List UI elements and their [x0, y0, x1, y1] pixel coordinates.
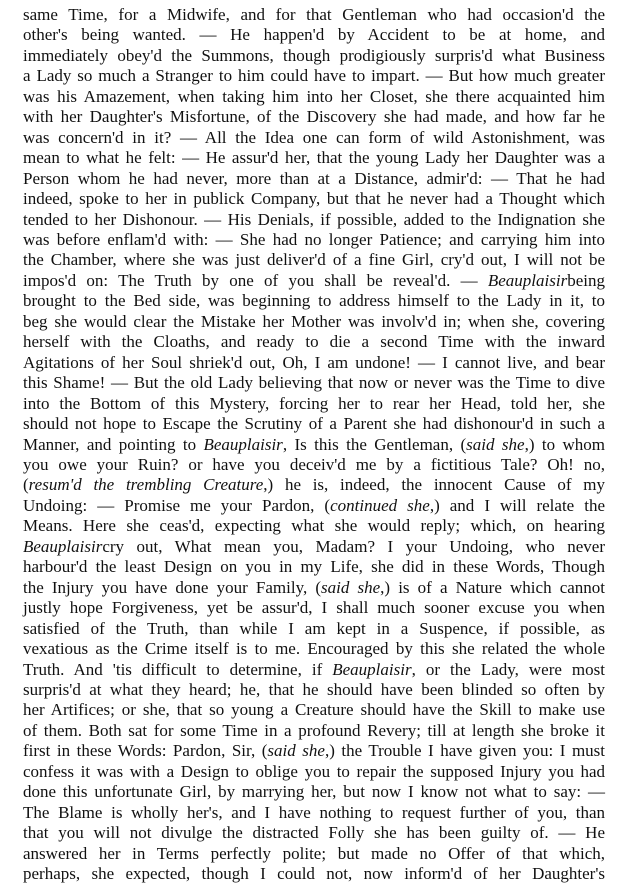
text-line: [23, 107, 605, 127]
text-line: [23, 864, 605, 884]
text-line: [23, 414, 605, 434]
text-run: justly hope Forgiveness, yet be assur'd, I shall much sooner excuse you when: [23, 598, 605, 618]
text-run: answered her in Terms perfectly polite; but made no Offer of that which,: [23, 843, 605, 863]
text-line: [23, 496, 605, 516]
text-line: [23, 5, 605, 25]
document-page: [23, 5, 605, 884]
text-run: Undoing: — Promise me your Pardon, (: [23, 495, 331, 515]
text-line: [23, 578, 605, 598]
text-line: [23, 312, 605, 332]
text-run: Person whom he had never, more than at a Distance, admir'd: — That he had: [23, 168, 605, 188]
text-run: with her Daughter's Misfortune, of the Discovery she had made, and how far he: [23, 107, 605, 127]
text-run: cry out, What mean you, Madam? I your Undoing, who never: [102, 536, 605, 556]
italic-text: Beauplaisir: [203, 434, 283, 454]
text-run: the Chamber, where she was just deliver'd of a fine Girl, cry'd out, I will not be: [23, 250, 605, 270]
text-line: [23, 700, 605, 720]
text-line: [23, 680, 605, 700]
text-line: [23, 435, 605, 455]
text-run: beg she would clear the Mistake her Mother was involv'd in; when she, covering: [23, 311, 605, 331]
text-run: ,) is of a Nature which cannot: [380, 577, 606, 597]
text-run: same Time, for a Midwife, and for that Gentleman who had occasion'd the: [23, 5, 605, 24]
text-run: The Blame is wholly her's, and I have nothing to request further of you, than: [23, 802, 605, 822]
text-run: perhaps, she expected, though I could not, now inform'd of her Daughter's: [23, 864, 605, 884]
text-run: herself with the Cloaths, and ready to die a second Time with the inward: [23, 332, 605, 352]
text-line: [23, 66, 605, 86]
text-run: tended to her Dishonour. — His Denials, if possible, added to the Indignation she: [23, 209, 605, 229]
text-run: done this unfortunate Girl, by marrying her, but now I know not what to say: —: [23, 782, 605, 802]
text-run: you owe your Ruin? or have you deceiv'd me by a fictitious Tale? Oh! no,: [23, 454, 605, 474]
text-run: being: [567, 270, 605, 290]
text-run: was his Amazement, when taking him into her Closet, she there acquainted him: [23, 86, 605, 106]
text-line: [23, 782, 605, 802]
text-line: [23, 537, 605, 557]
text-run: this Shame! — But the old Lady believing that now or never was the Time to dive: [23, 373, 605, 393]
italic-text: continued she: [330, 495, 430, 515]
text-run: a Lady so much a Stranger to him could have to impart. — But how much greater: [23, 66, 605, 86]
text-run: other's being wanted. — He happen'd by Accident to be at home, and: [23, 25, 605, 45]
text-run: harbour'd the least Design on you in my Life, she did in these Words, Though: [23, 557, 605, 577]
text-line: [23, 762, 605, 782]
text-line: [23, 823, 605, 843]
italic-text: said she: [267, 741, 325, 761]
text-line: [23, 291, 605, 311]
text-line: [23, 557, 605, 577]
text-run: first in these Words: Pardon, Sir, (: [23, 741, 268, 761]
text-run: surpris'd at what they heard; he, that he should have been blinded so often by: [23, 679, 605, 699]
text-line: [23, 353, 605, 373]
text-run: ,) and I will relate the: [429, 495, 606, 515]
text-run: Truth. And 'tis difficult to determine, if: [23, 659, 333, 679]
text-run: confess it was with a Design to oblige you to repair the supposed Injury you had: [23, 761, 605, 781]
text-line: [23, 271, 605, 291]
text-line: [23, 455, 605, 475]
italic-text: Beauplaisir: [487, 270, 568, 290]
text-run: immediately obey'd the Summons, though prodigiously surpris'd what Business: [23, 45, 605, 65]
text-run: impos'd on: The Truth by one of you shall be reveal'd. —: [23, 270, 488, 290]
text-line: [23, 721, 605, 741]
text-line: [23, 25, 605, 45]
text-line: [23, 210, 605, 230]
text-run: mean to what he felt: — He assur'd her, that the young Lady her Daughter was a: [23, 148, 605, 168]
text-run: satisfied of the Truth, than while I am kept in a Suspence, if possible, as: [23, 618, 605, 638]
text-line: [23, 394, 605, 414]
text-line: [23, 148, 605, 168]
text-line: [23, 660, 605, 680]
text-run: ,) to whom: [524, 434, 605, 454]
text-line: [23, 516, 605, 536]
text-line: [23, 639, 605, 659]
text-run: into the Bottom of this Mystery, forcing her to rear her Head, told her, she: [23, 393, 605, 413]
text-line: [23, 250, 605, 270]
text-line: [23, 128, 605, 148]
text-run: ,) the Trouble I have given you: I must: [324, 741, 606, 761]
text-run: indeed, spoke to her in publick Company, but that he never had a Thought which: [23, 189, 605, 209]
text-line: [23, 332, 605, 352]
text-run: (: [23, 475, 29, 495]
text-line: [23, 803, 605, 823]
text-line: [23, 475, 605, 495]
text-run: of them. Both sat for some Time in a profound Revery; till at length she broke it: [23, 720, 605, 740]
italic-text: said she: [466, 434, 525, 454]
text-line: [23, 373, 605, 393]
text-line: [23, 619, 605, 639]
text-run: Means. Here she ceas'd, expecting what she would reply; which, on hearing: [23, 516, 605, 536]
text-line: [23, 169, 605, 189]
text-run: was concern'd in it? — All the Idea one can form of wild Astonishment, was: [23, 127, 605, 147]
italic-text: Beauplaisir: [332, 659, 412, 679]
text-run: her Artifices; or she, that so young a Creature should have the Skill to make use: [23, 700, 605, 720]
text-run: the Injury you have done your Family, (: [23, 577, 322, 597]
text-line: [23, 87, 605, 107]
text-line: [23, 46, 605, 66]
text-line: [23, 741, 605, 761]
text-line: [23, 230, 605, 250]
text-run: , Is this the Gentleman, (: [282, 434, 467, 454]
italic-text: Beauplaisir: [23, 536, 103, 556]
text-line: [23, 189, 605, 209]
text-run: that you will not divulge the distracted Folly she has been guilty of. — He: [23, 823, 605, 843]
italic-text: said she: [321, 577, 381, 597]
text-run: brought to the Bed side, was beginning to address himself to the Lady in it, to: [23, 291, 605, 311]
text-run: ,) he is, indeed, the innocent Cause of my: [263, 475, 605, 495]
text-run: , or the Lady, were most: [411, 659, 605, 679]
text-run: should not hope to Escape the Scrutiny of a Parent she had dishonour'd in such a: [23, 414, 605, 434]
text-line: [23, 598, 605, 618]
text-run: Manner, and pointing to: [23, 434, 204, 454]
text-run: Agitations of her Soul shriek'd out, Oh, I am undone! — I cannot live, and bear: [23, 352, 605, 372]
text-line: [23, 844, 605, 864]
text-run: was before enflam'd with: — She had no longer Patience; and carrying him into: [23, 229, 605, 249]
italic-text: resum'd the trembling Creature: [28, 475, 264, 495]
text-run: vexatious as the Crime itself is to me. Encouraged by this she related the whole: [23, 639, 605, 659]
